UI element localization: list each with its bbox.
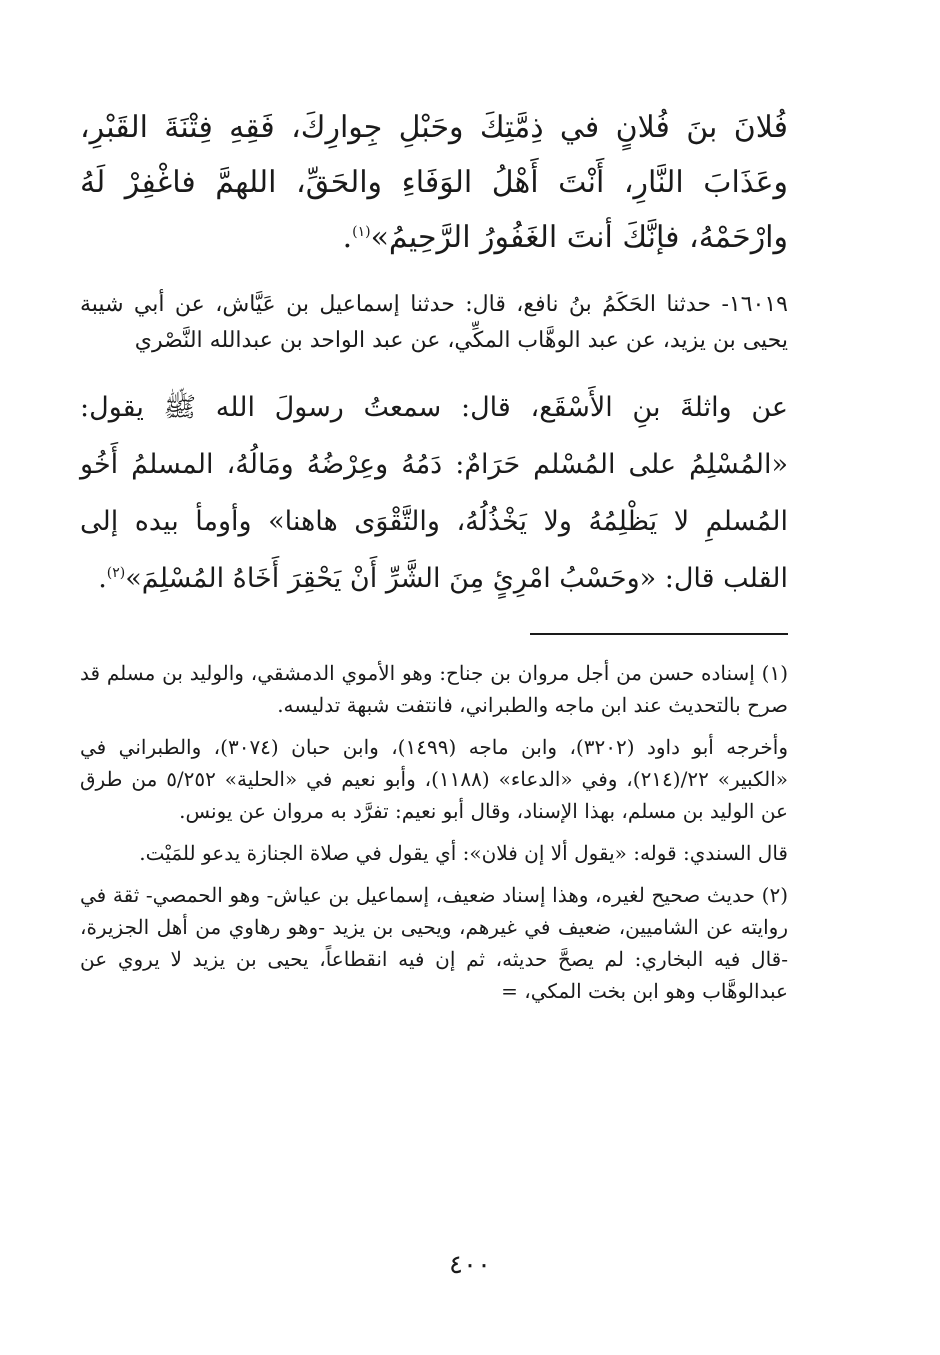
footnote-1-sindi: قال السندي: قوله: «يقول ألا إن فلان»: أي يقول في صلاة الجنازة يدعو للمَيْت. xyxy=(139,841,788,865)
main-text-body: فُلانَ بنَ فُلانٍ في ذِمَّتِكَ وحَبْلِ جِوارِكَ، فَقِهِ فِتْنَةَ القَبْرِ، وعَذَابَ النَّارِ، أَنْتَ أَهْلُ الوَفَاءِ والحَقِّ، اللهمَّ فاغْفِرْ لَهُ وارْحَمْهُ، فإنَّكَ أنتَ الغَفُورُ الرَّحِيمُ» xyxy=(80,110,788,255)
page-body xyxy=(80,100,788,1017)
footnote-separator xyxy=(530,633,788,635)
matn-text-body: عن واثلةَ بنِ الأَسْقَع، قال: سمعتُ رسولَ الله ﷺ يقول: «المُسْلِمُ على المُسْلم حَرَامٌ: دَمُهُ وعِرْضُهُ ومَالُهُ، المسلمُ أَخُو المُسلمِ لا يَظْلِمُهُ ولا يَخْذُلُهُ، والتَّقْوَى هاهنا» وأومأ بيده إلى القلب قال: «وحَسْبُ امْرِئٍ مِنَ الشَّرِّ أَنْ يَحْقِرَ أَخَاهُ المُسْلِمَ» xyxy=(80,392,788,594)
isnad-text: ١٦٠١٩- حدثنا الحَكَمُ بنُ نافع، قال: حدثنا إسماعيل بن عَيَّاش، عن أبي شيبة يحيى بن يزيد، عن عبد الوهَّاب المكِّي، عن عبد الواحد بن عبدالله النَّصْري xyxy=(80,292,788,353)
page-number: ٤٠٠ xyxy=(449,1250,491,1280)
footnote-ref-2: (٢) xyxy=(106,565,126,581)
footnote-1: (١) إسناده حسن من أجل مروان بن جناح: وهو الأموي الدمشقي، والوليد بن مسلم قد صرح بالتحديث عند ابن ماجه والطبراني، فانتفت شبهة تدليسه. xyxy=(80,661,788,717)
matn-text: عن واثلةَ بنِ الأَسْقَع، قال: سمعتُ رسولَ الله ﷺ يقول: «المُسْلِمُ على المُسْلم حَرَامٌ: دَمُهُ وعِرْضُهُ ومَالُهُ، المسلمُ أَخُو المُسلمِ لا يَظْلِمُهُ ولا يَخْذُلُهُ، والتَّقْوَى هاهنا» وأومأ بيده إلى القلب قال: «وحَسْبُ امْرِئٍ مِنَ الشَّرِّ أَنْ يَحْقِرَ أَخَاهُ المُسْلِمَ»$^{(٢)}$. xyxy=(80,392,788,594)
footnote-ref-1: (١) xyxy=(352,224,371,240)
main-text: فُلانَ بنَ فُلانٍ في ذِمَّتِكَ وحَبْلِ جِوارِكَ، فَقِهِ فِتْنَةَ القَبْرِ، وعَذَابَ النَّارِ، أَنْتَ أَهْلُ الوَفَاءِ والحَقِّ، اللهمَّ فاغْفِرْ لَهُ وارْحَمْهُ، فإنَّكَ أنتَ الغَفُورُ الرَّحِيمُ»$^{(١)}$. xyxy=(80,110,788,255)
footnote-2: (٢) حديث صحيح لغيره، وهذا إسناد ضعيف، إسماعيل بن عياش- وهو الحمصي- ثقة في روايته عن الشاميين، ضعيف في غيرهم، ويحيى بن يزيد -وهو رهاوي من أهل الجزيرة، -قال فيه البخاري: لم يصحَّ حديثه، ثم إن فيه انقطاعاً، يحيى بن يزيد لا يروي عن عبدالوهَّاب وهو ابن بخت المكي، = xyxy=(80,883,788,1003)
footnote-1-sources: وأخرجه أبو داود (٣٢٠٢)، وابن ماجه (١٤٩٩)، وابن حبان (٣٠٧٤)، والطبراني في «الكبير» ٢٢/(٢١٤)، وفي «الدعاء» (١١٨٨)، وأبو نعيم في «الحلية» ٥/٢٥٢ من طرق عن الوليد بن مسلم، بهذا الإسناد، وقال أبو نعيم: تفرَّد به مروان عن يونس. xyxy=(80,735,789,823)
